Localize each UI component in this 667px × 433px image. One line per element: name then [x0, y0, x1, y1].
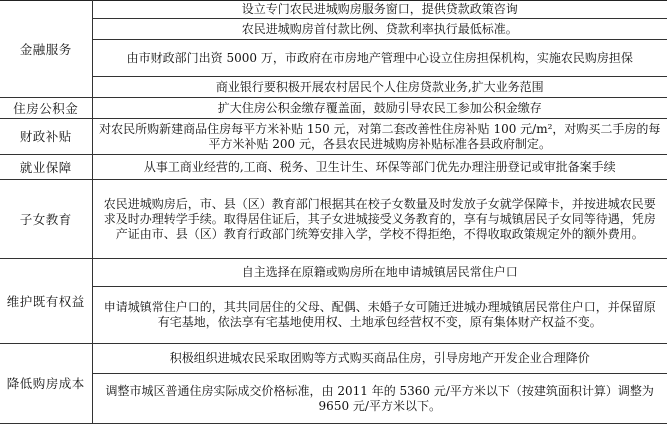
- category-finance: 金融服务: [0, 1, 92, 98]
- policy-item: 由市财政部门出资 5000 万，市政府在市房地产管理中心设立住房担保机构，实施农民购房担保: [92, 40, 667, 77]
- policy-item: 扩大住房公积金缴存覆盖面，鼓励引导农民工参加公积金缴存: [92, 98, 667, 119]
- table-row: [0, 180, 667, 259]
- category-lower-cost: 降低购房成本: [0, 344, 92, 424]
- policy-item: 商业银行要积极开展农村居民个人住房贷款业务,扩大业务范围: [92, 77, 667, 98]
- policy-item: 申请城镇常住户口的，其共同居住的父母、配偶、未婚子女可随迁进城办理城镇居民常住户口，并保留原有宅基地，依法享有宅基地使用权、土地承包经营权不变，原有集体财产权益不变。: [92, 287, 667, 344]
- table-row: [0, 1, 667, 19]
- table-row: [0, 119, 667, 155]
- table-row: [0, 259, 667, 287]
- category-housing-fund: 住房公积金: [0, 98, 92, 119]
- table-row: [0, 19, 667, 40]
- policy-item: 农民进城购房首付款比例、贷款利率执行最低标准。: [92, 19, 667, 40]
- table-row: [0, 287, 667, 344]
- policy-item: 对农民所购新建商品住房每平方米补贴 150 元，对第二套改善性住房补贴 100 元/m²，对购买二手房的每平方米补贴 200 元，各县农民进城购房补贴标准各县政府制定。: [92, 119, 667, 155]
- policy-item: 农民进城购房后，市、县（区）教育部门根据其在校子女数量及时发放子女就学保障卡，并按进城农民要求及时办理转学手续。取得居住证后，其子女进城接受义务教育的，享有与城镇居民子女同等待遇，凭房产证由市、县（区）教育行政部门统筹安排入学，学校不得拒绝，不得收取政策规定外的额外费用。: [92, 180, 667, 259]
- policy-item: 设立专门农民进城购房服务窗口，提供贷款政策咨询: [92, 1, 667, 19]
- category-child-education: 子女教育: [0, 180, 92, 259]
- table-row: [0, 155, 667, 180]
- policy-item: 调整市城区普通住房实际成交价格标准，由 2011 年的 5360 元/平方米以下（按建筑面积计算）调整为 9650 元/平方米以下。: [92, 374, 667, 424]
- category-existing-rights: 维护既有权益: [0, 259, 92, 344]
- category-fiscal-subsidy: 财政补贴: [0, 119, 92, 155]
- table-row: [0, 374, 667, 424]
- table-row: [0, 344, 667, 374]
- category-employment: 就业保障: [0, 155, 92, 180]
- policy-item: 积极组织进城农民采取团购等方式购买商品住房，引导房地产开发企业合理降价: [92, 344, 667, 374]
- policy-item: 自主选择在原籍或购房所在地申请城镇居民常住户口: [92, 259, 667, 287]
- table-row: [0, 98, 667, 119]
- table-row: [0, 77, 667, 98]
- table-row: [0, 40, 667, 77]
- policy-item: 从事工商业经营的,工商、税务、卫生计生、环保等部门优先办理注册登记或审批备案手续: [92, 155, 667, 180]
